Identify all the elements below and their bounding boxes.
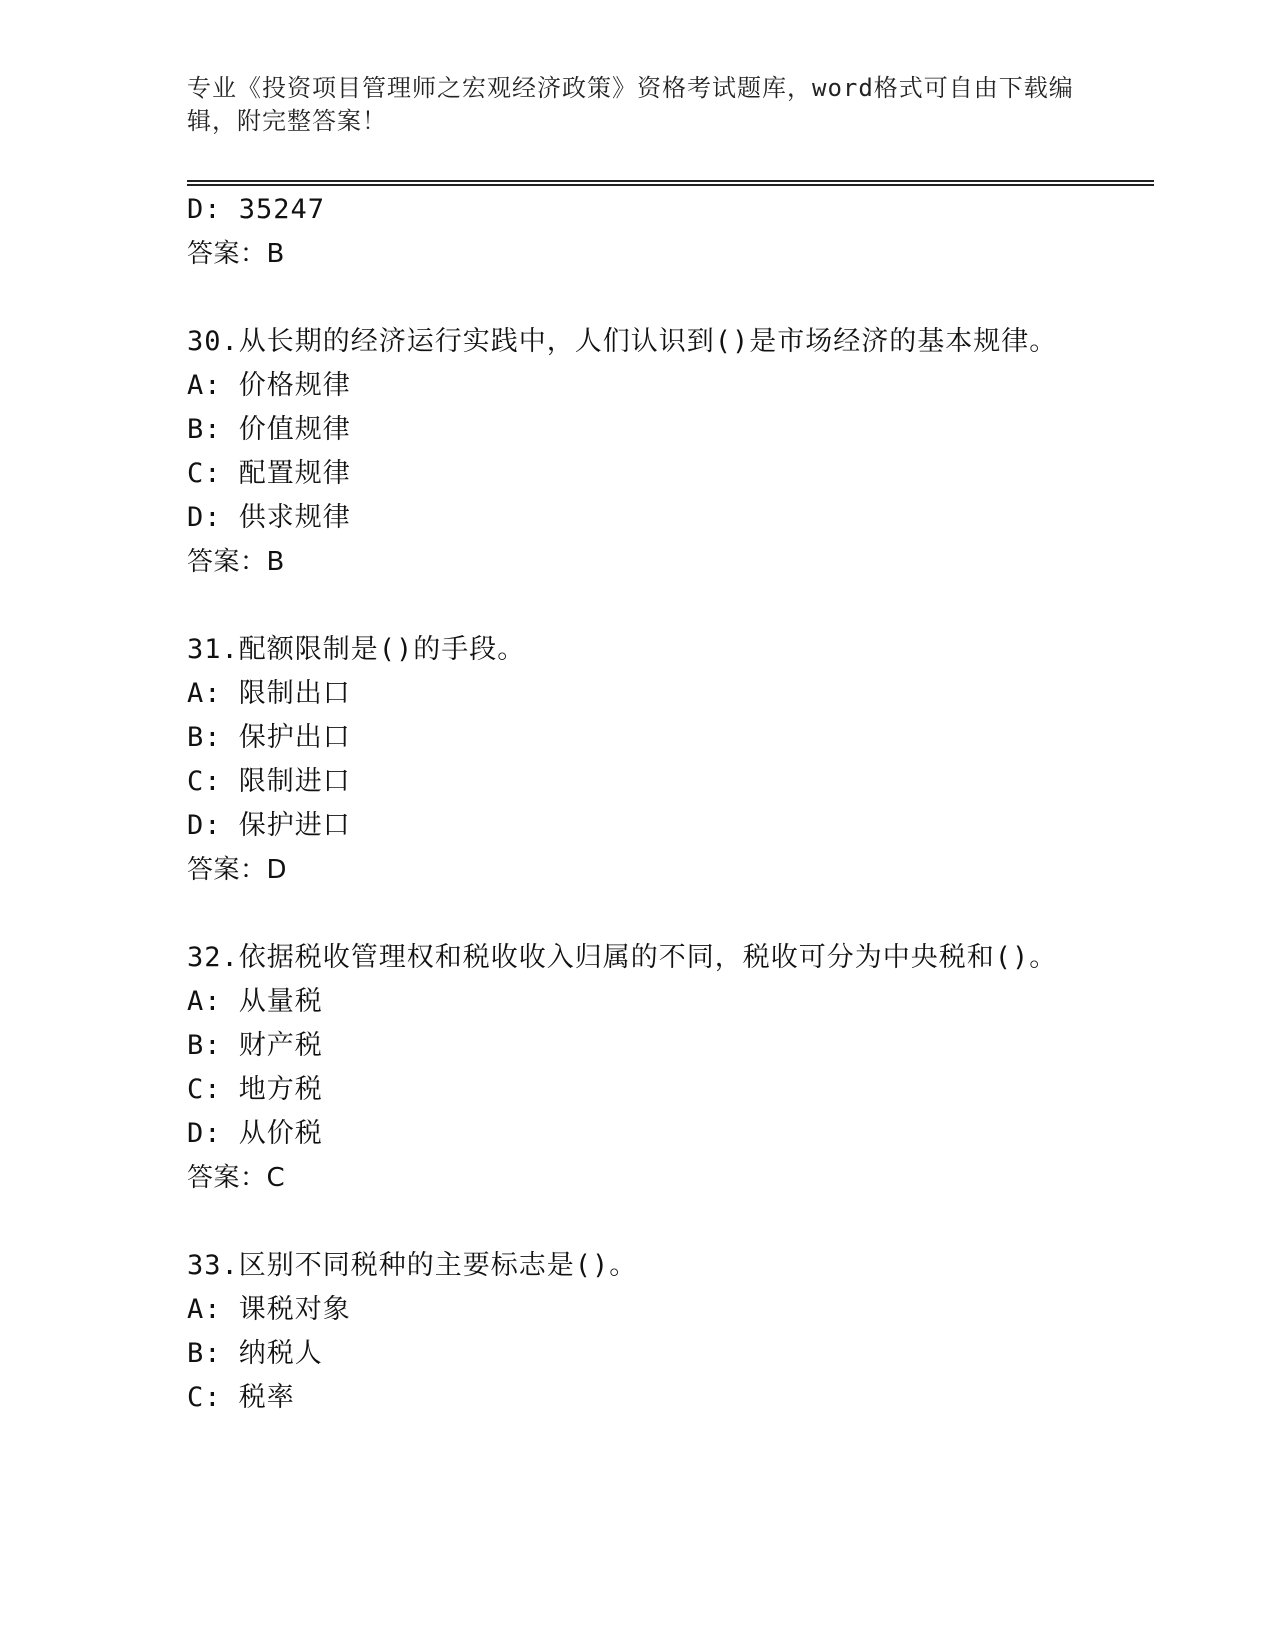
question-31-option-d: D: 保护进口 [187,810,351,841]
header-line-2: 辑，附完整答案！ [187,107,387,135]
question-31-answer: 答案：D [187,855,288,885]
question-31-option-a: A: 限制出口 [187,678,351,709]
question-30-option-c: C: 配置规律 [187,458,351,489]
option-d: D: 35247 [187,194,326,225]
question-30-answer: 答案：B [187,547,285,577]
question-32-option-b: B: 财产税 [187,1030,323,1061]
answer: 答案：B [187,239,285,269]
header-rule-bottom [187,184,1154,186]
question-33-option-c: C: 税率 [187,1382,295,1413]
question-32-option-d: D: 从价税 [187,1118,323,1149]
header-line-1: 专业《投资项目管理师之宏观经济政策》资格考试题库，word格式可自由下载编 [187,74,1074,102]
question-31-stem: 31.配额限制是()的手段。 [187,634,526,665]
question-33-stem: 33.区别不同税种的主要标志是()。 [187,1250,638,1281]
question-32-option-a: A: 从量税 [187,986,323,1017]
question-30-option-b: B: 价值规律 [187,414,351,445]
question-30-option-d: D: 供求规律 [187,502,351,533]
question-32-answer: 答案：C [187,1163,286,1193]
question-31-option-b: B: 保护出口 [187,722,351,753]
question-31-option-c: C: 限制进口 [187,766,351,797]
question-33-option-a: A: 课税对象 [187,1294,351,1325]
question-30-stem: 30.从长期的经济运行实践中，人们认识到()是市场经济的基本规律。 [187,326,1058,357]
question-32-stem: 32.依据税收管理权和税收收入归属的不同，税收可分为中央税和()。 [187,942,1058,973]
document-header [187,72,1087,138]
question-30-option-a: A: 价格规律 [187,370,351,401]
question-33-option-b: B: 纳税人 [187,1338,323,1369]
question-32-option-c: C: 地方税 [187,1074,323,1105]
header-rule-top [187,180,1154,182]
